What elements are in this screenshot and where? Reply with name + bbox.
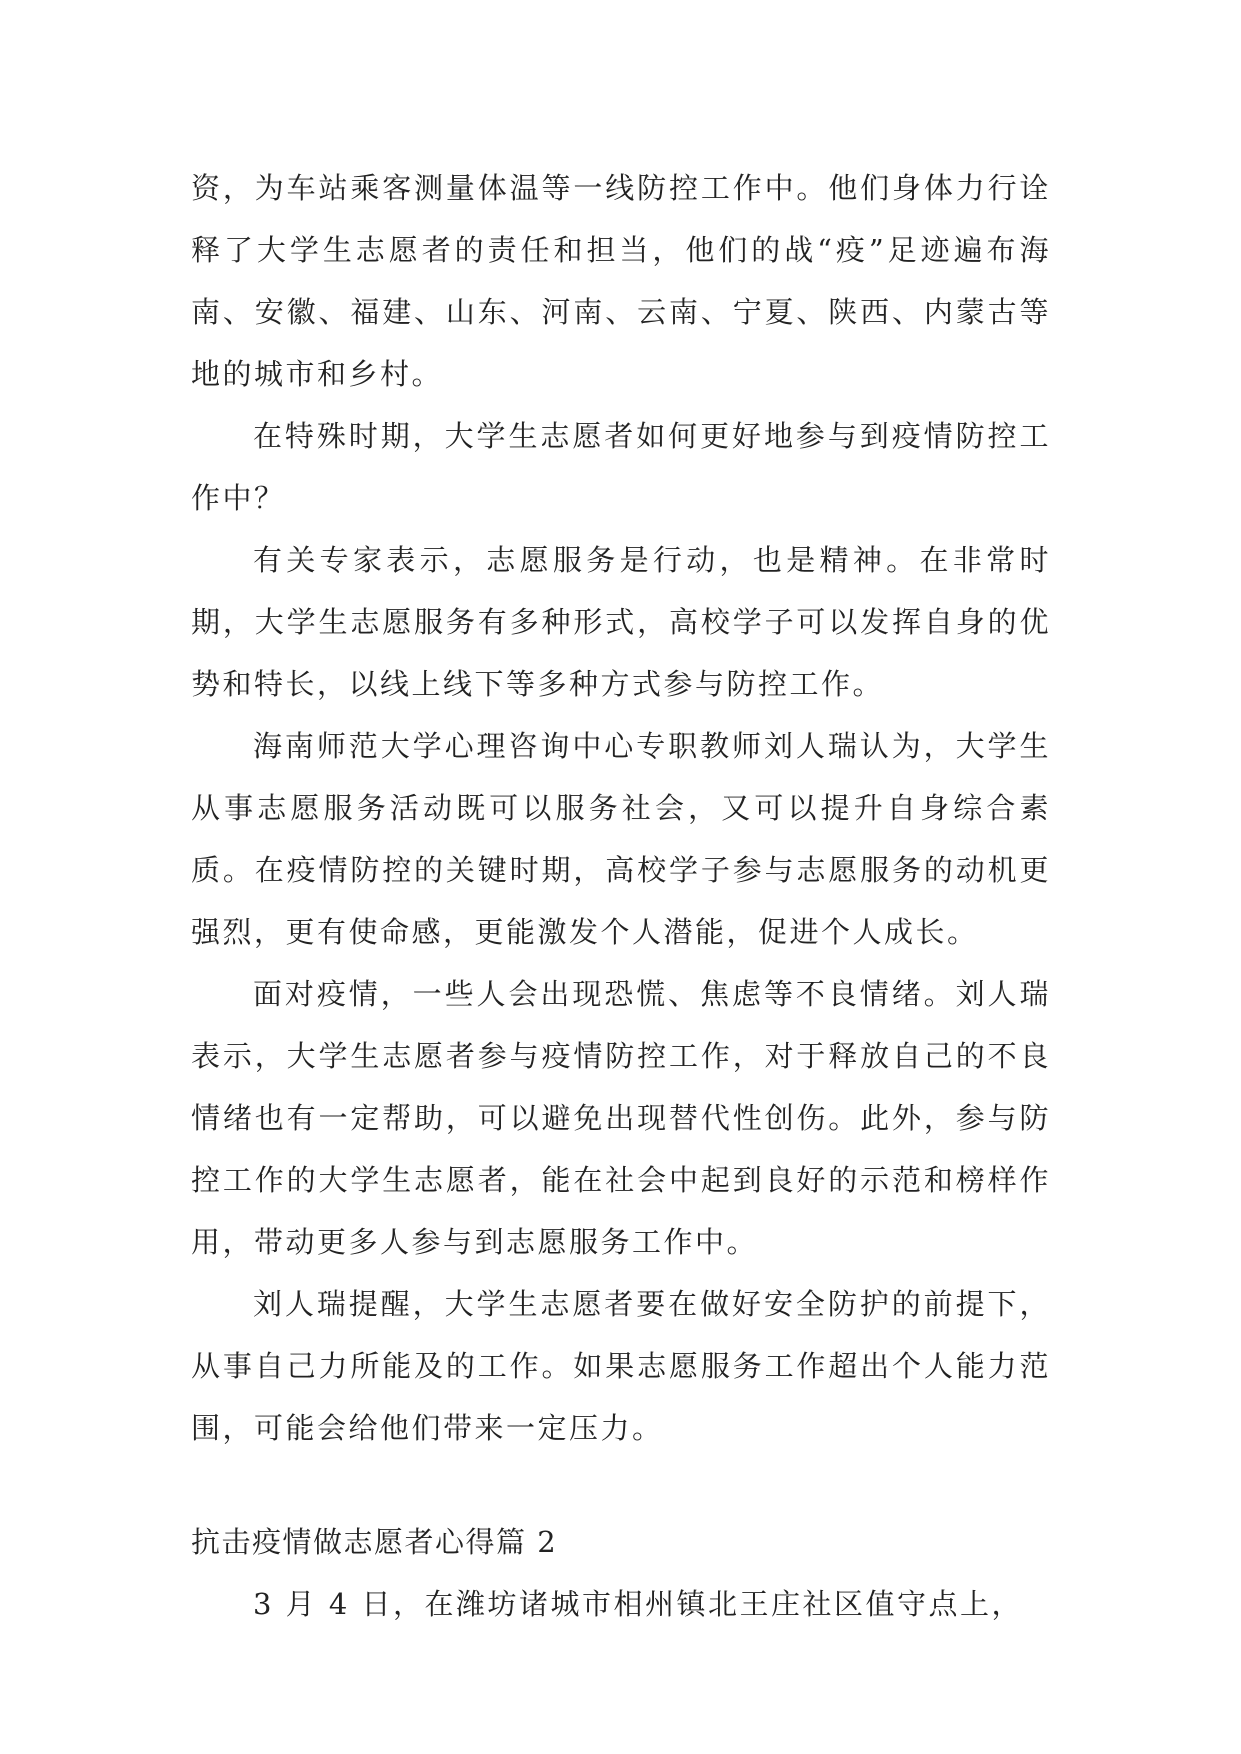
section-heading: 抗击疫情做志愿者心得篇 2 <box>191 1525 558 1559</box>
paragraph: 面对疫情，一些人会出现恐慌、焦虑等不良情绪。刘人瑞表示，大学生志愿者参与疫情防控工作，对于释放自己的不良情绪也有一定帮助，可以避免出现替代性创伤。此外，参与防控工作的大学生志愿者，能在社会中起到良好的示范和榜样作用，带动更多人参与到志愿服务工作中。 <box>191 977 1051 1259</box>
paragraph: 刘人瑞提醒，大学生志愿者要在做好安全防护的前提下，从事自己力所能及的工作。如果志愿服务工作超出个人能力范围，可能会给他们带来一定压力。 <box>191 1287 1051 1445</box>
paragraph: 3 月 4 日，在潍坊诸城市相州镇北王庄社区值守点上， <box>253 1587 1024 1621</box>
paragraph: 有关专家表示，志愿服务是行动，也是精神。在非常时期，大学生志愿服务有多种形式，高校学子可以发挥自身的优势和特长，以线上线下等多种方式参与防控工作。 <box>191 543 1051 701</box>
paragraph: 资，为车站乘客测量体温等一线防控工作中。他们身体力行诠释了大学生志愿者的责任和担当，他们的战“疫”足迹遍布海南、安徽、福建、山东、河南、云南、宁夏、陕西、内蒙古等地的城市和乡村。 <box>191 171 1051 391</box>
paragraph: 海南师范大学心理咨询中心专职教师刘人瑞认为，大学生从事志愿服务活动既可以服务社会，又可以提升自身综合素质。在疫情防控的关键时期，高校学子参与志愿服务的动机更强烈，更有使命感，更能激发个人潜能，促进个人成长。 <box>191 729 1051 949</box>
paragraph: 在特殊时期，大学生志愿者如何更好地参与到疫情防控工作中？ <box>191 419 1051 515</box>
document-body <box>191 157 1051 1635</box>
